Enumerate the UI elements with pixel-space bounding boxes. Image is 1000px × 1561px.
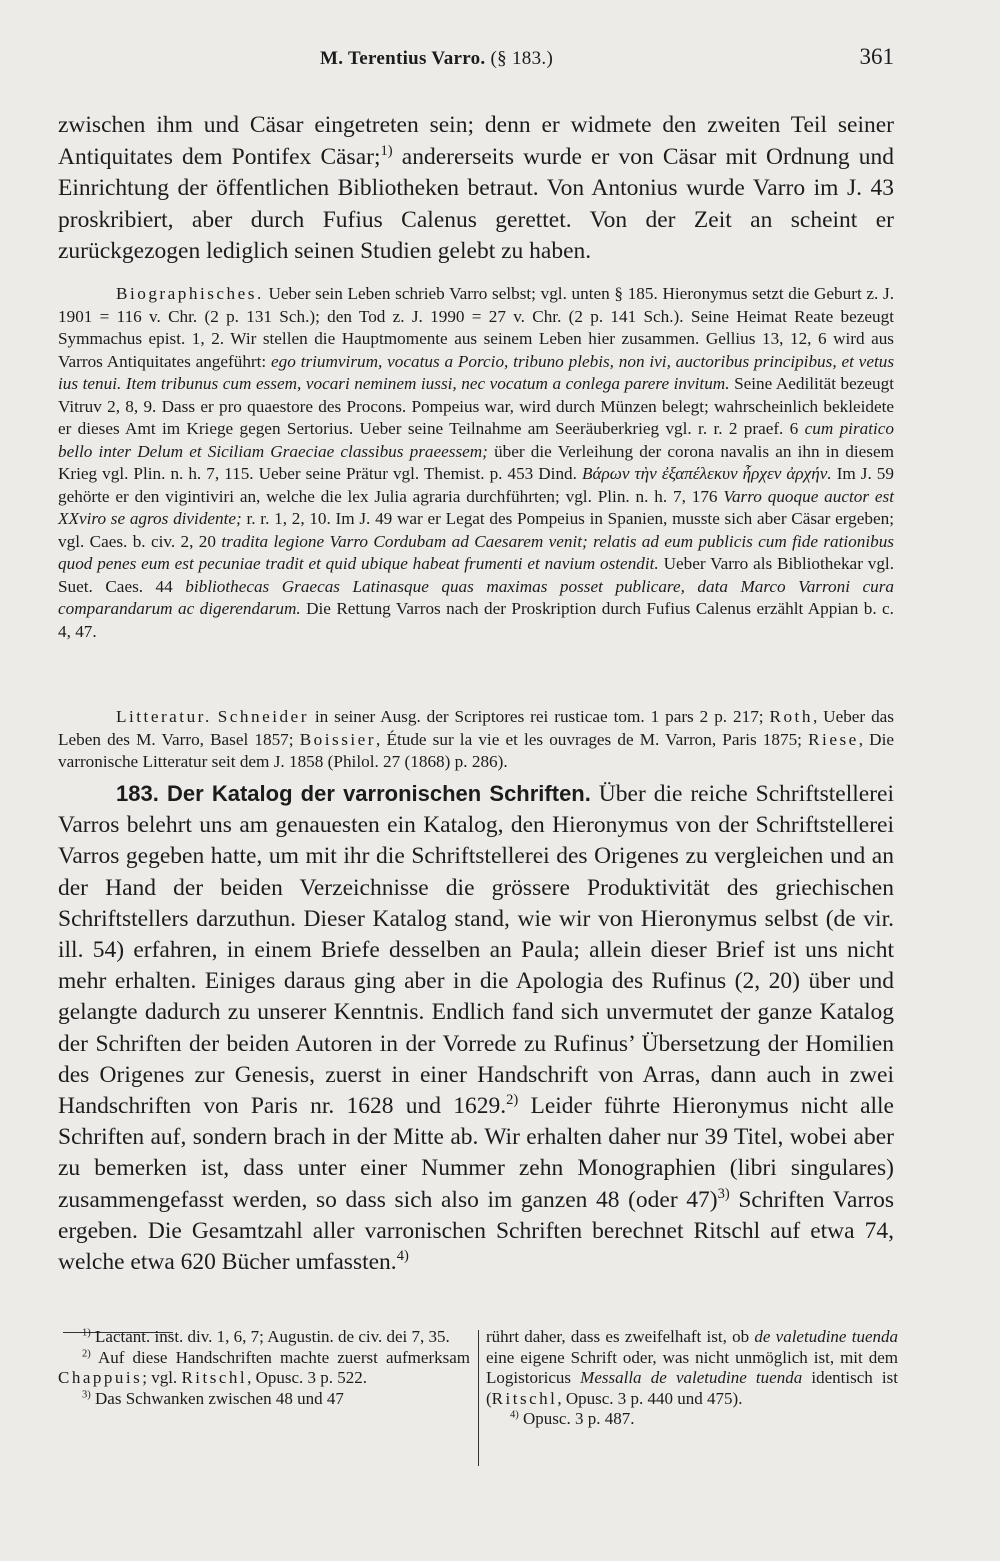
column-divider [478, 1330, 479, 1466]
footnote: $^{1)}$ Lactant. inst. div. 1, 6, 7; Augustin. de civ. dei 7, 35. [82, 1327, 450, 1346]
biography-note: Biographisches. Ueber sein Leben schrieb Varro selbst; vgl. unten § 185. Hieronymus setzt die Geburt z. J. 1901 = 116 v. Chr. (2 p. 131 Sch.); den Tod z. J. 1990 = 27 v. Chr. (2 p. 141 Sch.). Seine Heimat Reate bezeugt Symmachus epist. 1, 2. Wir stellen die Hauptmomente aus seinem Leben hier zusammen. Gellius 13, 12, 6 wird aus Varros Antiquitates angeführt: ego triumvirum, vocatus a Porcio, tribuno plebis, non ivi, auctoribus principibus, et vetus ius tenui. Item tribunus cum essem, vocari neminem iussi, nec vocatum a conlega parere invitum. Seine Aedilität bezeugt Vitruv 2, 8, 9. Dass er pro quaestore des Procons. Pompeius war, wird durch Münzen belegt; wahrscheinlich bekleidete er dieses Amt im Kriege gegen Sertorius. Ueber seine Teilnahme am Seeräuberkrieg vgl. r. r. 2 praef. 6 cum piratico bello inter Delum et Siciliam Graeciae classibus praeessem; über die Verleihung der corona navalis an ihn in diesem Krieg vgl. Plin. n. h. 7, 115. Ueber seine Prätur vgl. Themist. p. 453 Dind. Βάρων τὴν ἐξαπέλεκυν ἦρχεν ἀρχήν. Im J. 59 gehörte er den vigintiviri an, welche die lex Julia agraria durchführten; vgl. Plin. n. h. 7, 176 Varro quoque auctor est XXviro se agros dividente; r. r. 1, 2, 10. Im J. 49 war er Legat des Pompeius in Spanien, musste sich aber Cäsar ergeben; vgl. Caes. b. civ. 2, 20 tradita legione Varro Cordubam ad Caesarem venit; relatis ad eum publicis cum fide rationibus quod penes eum est pecuniae tradit et quid ubique habeat frumenti et navium ostendit. Ueber Varro als Bibliothekar vgl. Suet. Caes. 44 bibliothecas Graecas Latinasque quas maximas posset publicare, data Marco Varroni cura comparandarum ac digerendarum. Die Rettung Varros nach der Proskription durch Fufius Calenus erzählt Appian b. c. 4, 47. [58, 284, 895, 641]
footnote: $^{2)}$ Auf diese Handschriften machte zuerst aufmerksam Chappuis; vgl. Ritschl, Opusc. 3 p. 522. [58, 1347, 470, 1387]
page-number: 361 [859, 44, 894, 69]
running-title: M. Terentius Varro. (§ 183.) [320, 48, 554, 69]
literature-label: Litteratur. [116, 707, 212, 726]
book-page [58, 0, 898, 1561]
footnote-ref[interactable]: 2) [506, 1092, 519, 1109]
section-183: 183. Der Katalog der varronischen Schriften. Über die reiche Schriftstellerei Varros belehrt uns am genauesten ein Katalog, den Hieronymus von der Schriftstellerei Varros gegeben hatte, um mit ihr die Schriftstellerei des Origenes zu vergleichen und an der Hand der beiden Verzeichnisse die grössere Produktivität des griechischen Schriftstellers darzuthun. Dieser Katalog stand, wie wir von Hieronymus selbst (de vir. ill. 54) erfahren, in einem Briefe desselben an Paula; allein dieser Brief ist uns nicht mehr erhalten. Einiges daraus ging aber in die Apologia des Rufinus (2, 20) über und gelangte dadurch zu unserer Kenntnis. Endlich fand sich unvermutet der ganze Katalog der Schriften der beiden Autoren in der Vorrede zu Rufinus’ Übersetzung der Homilien des Origenes zur Genesis, zuerst in einer Handschrift von Arras, dann auch in zwei Handschriften von Paris nr. 1628 und 1629.$^{2)}$ Leider führte Hieronymus nicht alle Schriften auf, sondern brach in der Mitte ab. Wir erhalten daher nur 39 Titel, wobei aber zu bemerken ist, dass unter einer Nummer zehn Monographien (libri singulares) zusammengefasst werden, so dass sich also im ganzen 48 (oder 47)$^{3)}$ Schriften Varros ergeben. Die Gesamtzahl aller varronischen Schriften berechnet Ritschl auf etwa 74, welche etwa 620 Bücher umfassten.$^{4)}$ [58, 781, 895, 1276]
footnote-continuation: rührt daher, dass es zweifelhaft ist, ob de valetudine tuenda eine eigene Schrift oder, was nicht unmöglich ist, mit dem Logistoricus Messalla de valetudine tuenda identisch ist (Ritschl, Opusc. 3 p. 440 und 475). [486, 1327, 898, 1408]
biography-label: Biographisches. [116, 284, 264, 303]
page-header [58, 44, 894, 78]
footnote-ref[interactable]: 4) [396, 1248, 409, 1265]
footnote: $^{3)}$ Das Schwanken zwischen 48 und 47 [82, 1388, 344, 1408]
body-text [58, 110, 894, 268]
footnotes-left [58, 1327, 470, 1409]
paragraph: zwischen ihm und Cäsar eingetreten sein; denn er widmete den zweiten Teil seiner Antiquitates dem Pontifex Cäsar;$^{1)}$ andererseits wurde er von Cäsar mit Ordnung und Einrichtung der öffentlichen Bibliotheken betraut. Von Antonius wurde Varro im J. 43 proskribiert, aber durch Fufius Calenus gerettet. Von der Zeit an scheint er zurückgezogen lediglich seinen Studien gelebt zu haben. [58, 112, 894, 264]
footnote-ref[interactable]: 3) [717, 1185, 730, 1202]
footnote-ref[interactable]: 1) [380, 142, 393, 159]
section-heading: 183. Der Katalog der varronischen Schriften. [116, 781, 591, 806]
footnote: $^{4)}$ Opusc. 3 p. 487. [510, 1409, 635, 1428]
footnotes-right [486, 1327, 898, 1430]
literature-note: Litteratur. Schneider in seiner Ausg. der Scriptores rei rusticae tom. 1 pars 2 p. 217; Roth, Ueber das Leben des M. Varro, Basel 1857; Boissier, Étude sur la vie et les ouvrages de M. Varron, Paris 1875; Riese, Die varronische Litteratur seit dem J. 1858 (Philol. 27 (1868) p. 286). [58, 707, 895, 771]
